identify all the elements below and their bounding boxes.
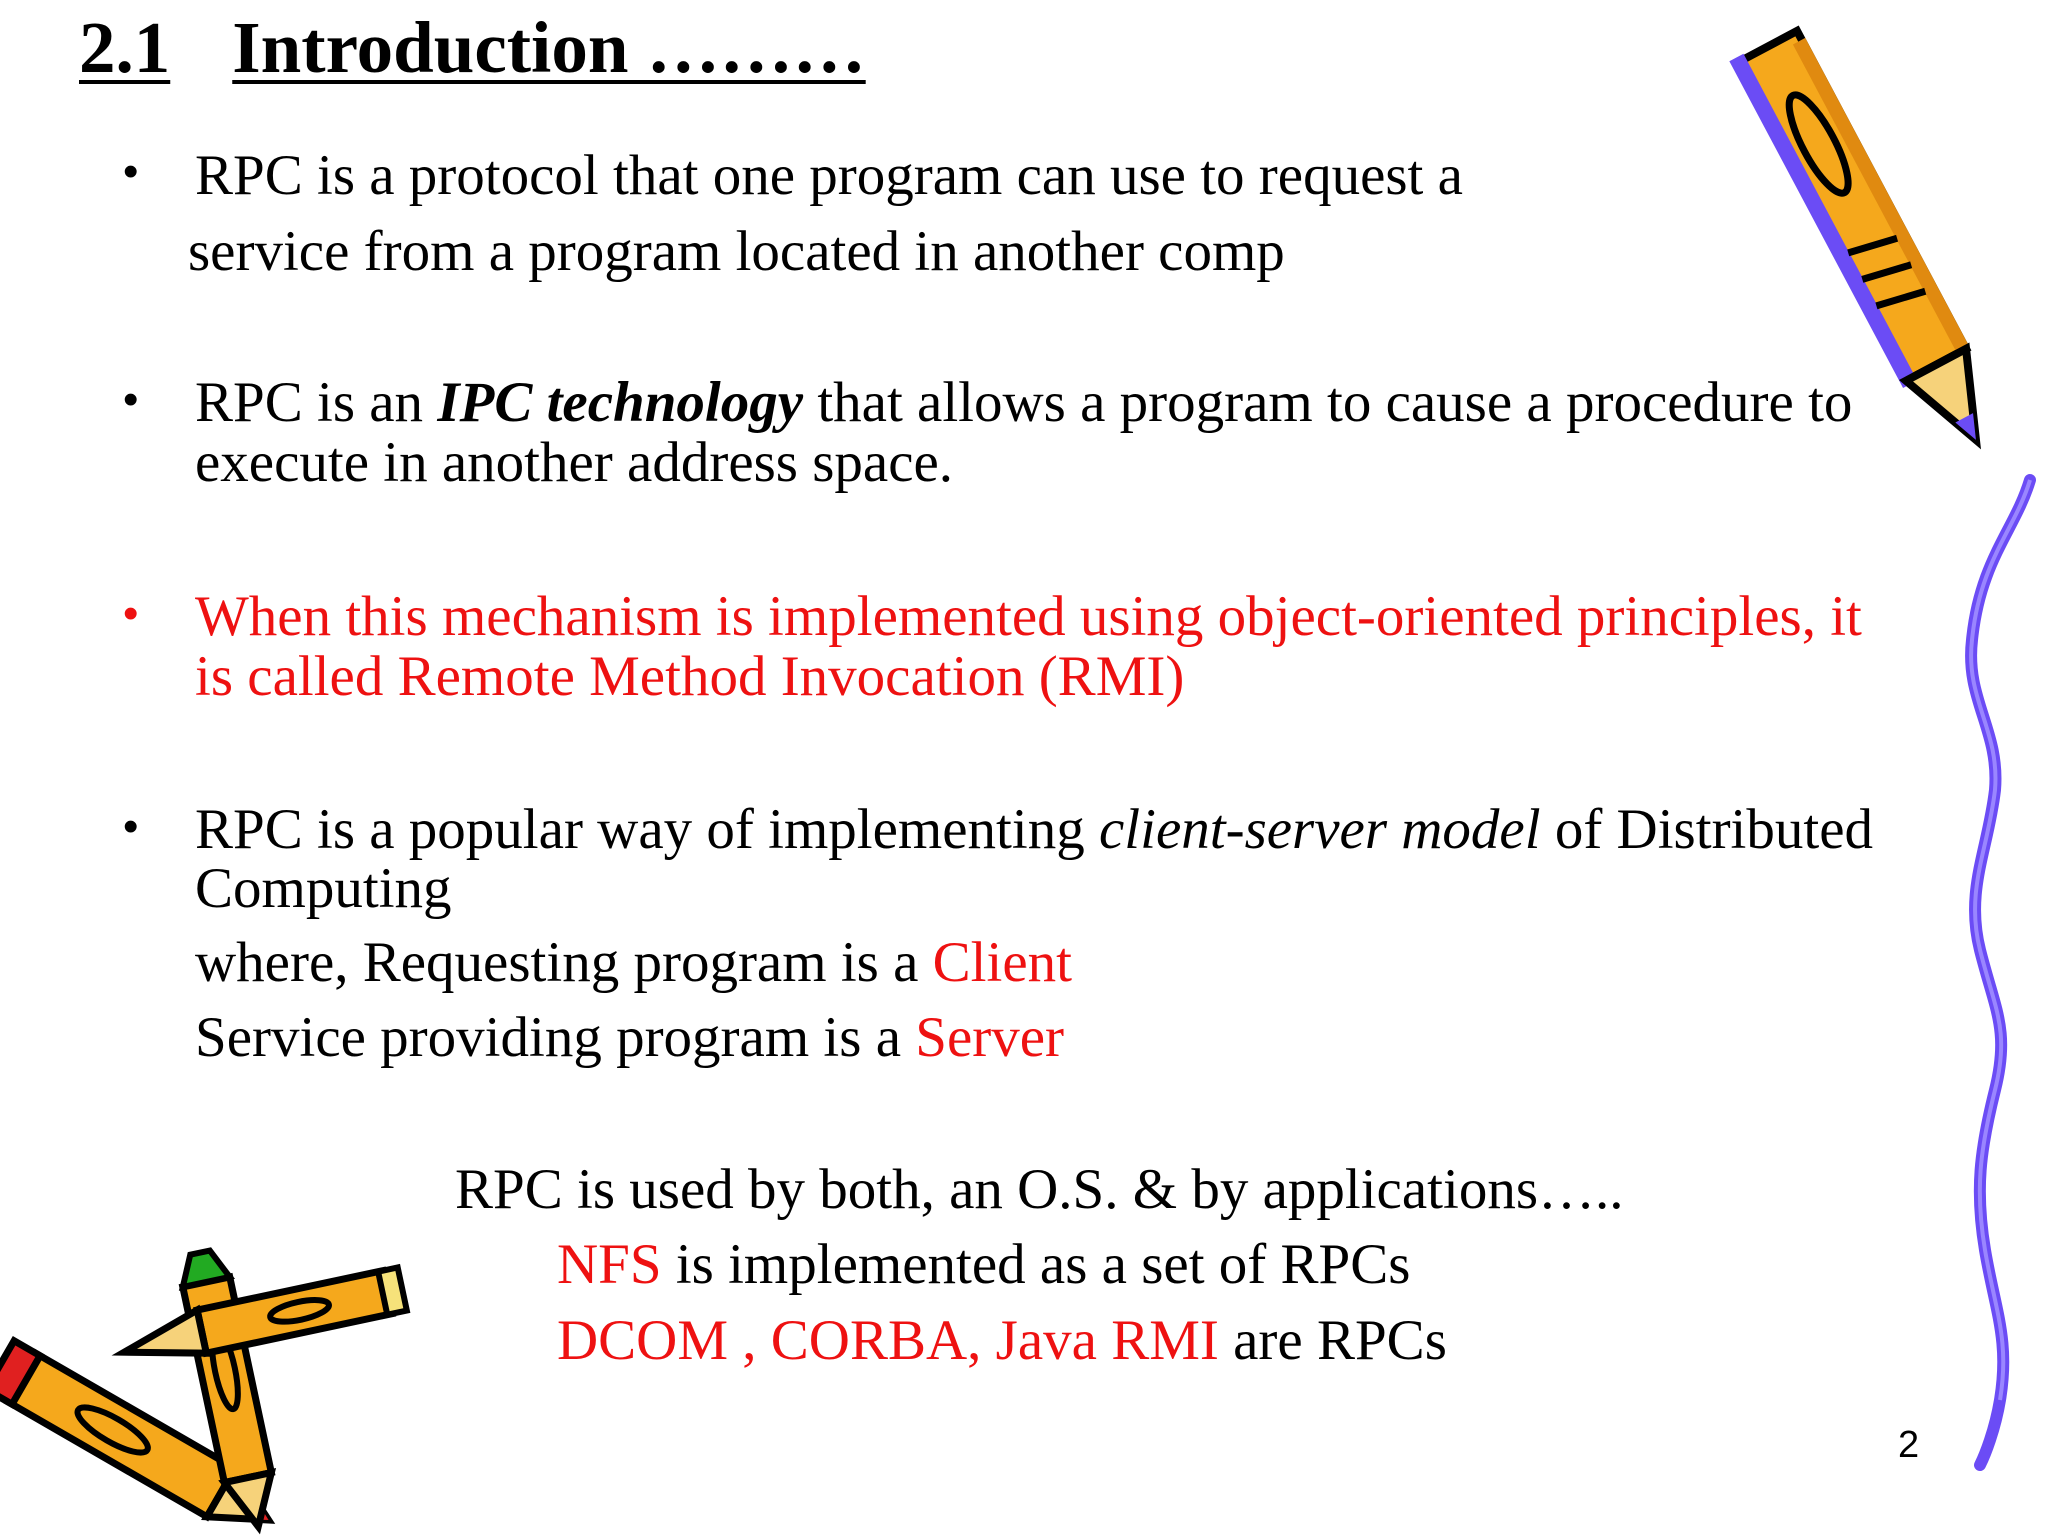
usage-line-2: NFS is implemented as a set of RPCs bbox=[557, 1233, 1411, 1296]
page-number: 2 bbox=[1898, 1424, 1920, 1466]
bullet-4-line-3: where, Requesting program is a Client bbox=[195, 931, 1072, 994]
crossed-pencils-icon bbox=[0, 1250, 420, 1540]
section-number: 2.1 bbox=[79, 7, 171, 88]
bullet-4-line-4: Service providing program is a Server bbox=[195, 1006, 1065, 1069]
bullet-dot: • bbox=[123, 589, 139, 638]
bullet-dot: • bbox=[123, 375, 139, 424]
client-term: Client bbox=[932, 931, 1072, 994]
slide-title bbox=[79, 8, 866, 88]
rpc-examples-term: DCOM , CORBA, Java RMI bbox=[557, 1309, 1219, 1372]
pencil-icon bbox=[1735, 5, 2015, 495]
bullet-2-line-1: RPC is an IPC technology that allows a program to cause a procedure to bbox=[195, 371, 1853, 434]
nfs-term: NFS bbox=[557, 1233, 662, 1296]
bullet-dot: • bbox=[123, 147, 139, 196]
ribbon-decoration bbox=[1960, 470, 2040, 1470]
usage-line-1: RPC is used by both, an O.S. & by applications….. bbox=[455, 1158, 1624, 1221]
bullet-4-line-1: RPC is a popular way of implementing client-server model of Distributed bbox=[195, 798, 1874, 861]
usage-line-3: DCOM , CORBA, Java RMI are RPCs bbox=[557, 1309, 1447, 1372]
bullet-4-line-2: Computing bbox=[195, 857, 452, 920]
bullet-2-line-2: execute in another address space. bbox=[195, 431, 954, 494]
bullet-3-line-1: When this mechanism is implemented using object-oriented principles, it bbox=[195, 585, 1862, 648]
bullet-dot: • bbox=[123, 802, 139, 851]
ipc-technology-term: IPC technology bbox=[437, 371, 804, 434]
title-text: Introduction ……… bbox=[232, 7, 866, 88]
bullet-3-line-2: is called Remote Method Invocation (RMI) bbox=[195, 645, 1185, 708]
server-term: Server bbox=[915, 1006, 1065, 1069]
bullet-1-line-1: RPC is a protocol that one program can use to request a bbox=[195, 144, 1463, 207]
bullet-1-line-2: service from a program located in another comp bbox=[188, 220, 1285, 283]
client-server-term: client-server model bbox=[1098, 798, 1541, 861]
